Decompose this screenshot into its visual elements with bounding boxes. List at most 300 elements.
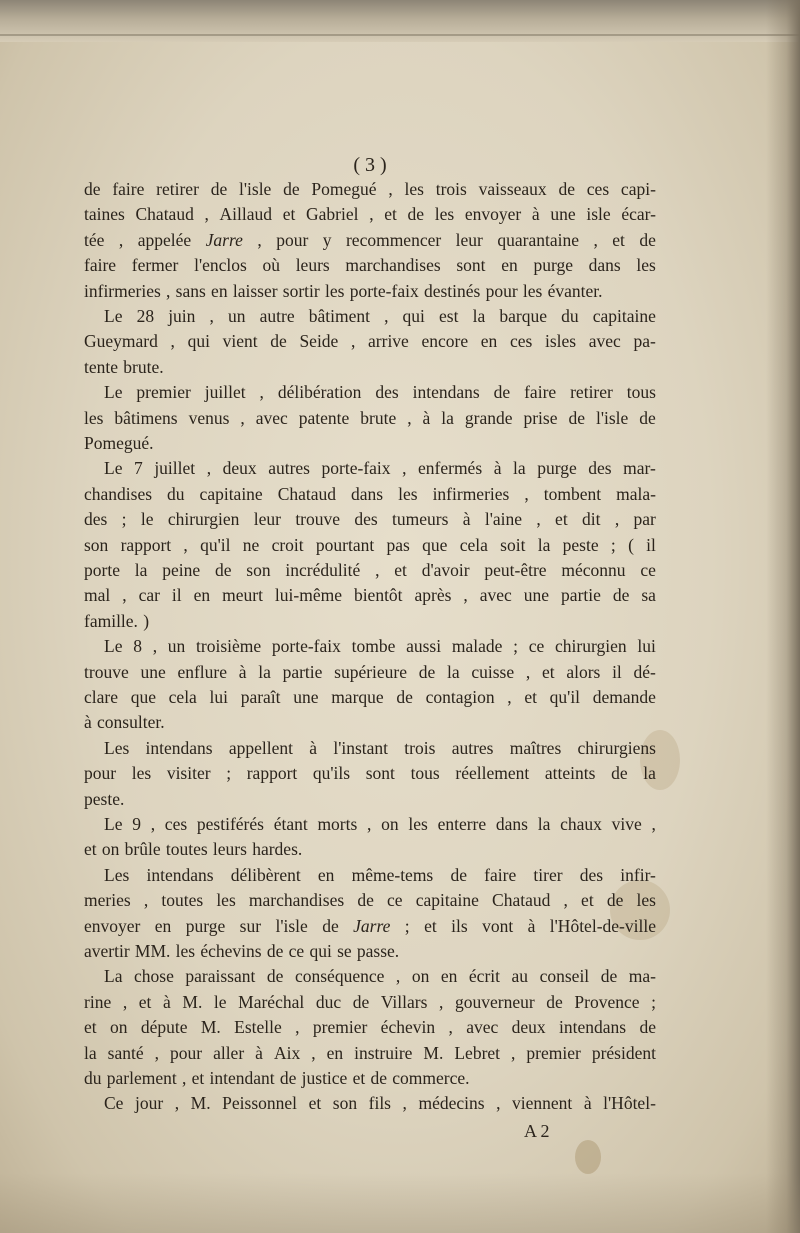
word: brûle [124, 839, 161, 860]
word: et [524, 687, 537, 707]
word: Chataud [277, 483, 337, 504]
word: les [636, 255, 656, 276]
word: sont [365, 763, 395, 784]
word: l'Hôtel-de-ville [549, 915, 656, 936]
word: les [216, 890, 236, 911]
word: que [422, 534, 448, 555]
word: de [606, 890, 624, 911]
word: laisser [232, 280, 278, 301]
word: trouve [295, 509, 341, 530]
word: en [501, 255, 518, 276]
text-line [84, 455, 656, 481]
word: Les [104, 864, 130, 885]
word: son [332, 1093, 358, 1114]
word: premier [136, 382, 191, 403]
word: , [122, 991, 128, 1012]
word: de [450, 864, 467, 885]
word: Gabriel [306, 204, 359, 225]
word: porte-faix [349, 280, 419, 301]
word: ce [528, 636, 545, 657]
word: , [118, 229, 124, 250]
word: morts [317, 814, 358, 834]
word: et [541, 661, 555, 682]
word: tée [84, 229, 105, 250]
word: des [84, 509, 108, 530]
word: mal [84, 585, 111, 606]
word: parlement [106, 1068, 177, 1088]
word: vaisseaux [478, 179, 547, 199]
text-line [84, 938, 656, 964]
word: députe [140, 1017, 188, 1038]
word: La [104, 966, 123, 987]
word: clare [84, 687, 118, 707]
word: de [407, 204, 425, 225]
word: Le [104, 458, 123, 479]
word: , [496, 1093, 501, 1114]
word: instruire [354, 1042, 413, 1063]
word: , [350, 331, 356, 352]
word: à [422, 407, 431, 428]
word: Gueymard [84, 331, 158, 352]
word: avec [479, 585, 512, 606]
page-right-edge [766, 0, 800, 1233]
word: qui [402, 306, 425, 326]
word: intendans [559, 1017, 627, 1038]
word: purge [533, 255, 573, 276]
word: et [282, 204, 296, 225]
word: ; [226, 763, 232, 784]
word: faire [524, 382, 557, 403]
word: ) [143, 610, 150, 631]
word: Chataud [492, 890, 551, 911]
word: faire [112, 179, 145, 199]
text-line [84, 506, 656, 532]
word: pourtant [315, 534, 375, 555]
word: juillet [154, 458, 196, 479]
text-line [84, 684, 656, 710]
word: et [581, 890, 594, 911]
word: retirer [570, 382, 613, 403]
word: étant [273, 814, 308, 834]
word: , [152, 636, 158, 657]
word: patente [298, 407, 350, 428]
word: la [472, 306, 486, 326]
text-line [84, 354, 656, 380]
word: , [448, 1017, 453, 1038]
word: juin [168, 306, 196, 326]
word: ce [288, 941, 305, 961]
word: Le [104, 636, 123, 657]
word: enterre [437, 814, 487, 834]
word: de [266, 966, 284, 987]
word: des [375, 382, 399, 403]
word: vive [611, 814, 642, 834]
word: de [558, 179, 575, 199]
word: leur [253, 509, 281, 530]
word: autres [268, 458, 310, 479]
text-line [84, 227, 656, 253]
word: de [546, 991, 563, 1012]
word: enfermés [418, 458, 483, 479]
word: , [402, 1093, 407, 1114]
word: ma- [628, 966, 656, 987]
word: , [206, 458, 212, 479]
word: , [407, 407, 412, 428]
word: aller [213, 1042, 245, 1063]
word: tente [84, 356, 119, 377]
word: faire [484, 864, 517, 885]
word: infir- [620, 864, 656, 885]
word: de [210, 179, 228, 199]
word: supérieure [334, 661, 408, 682]
word: mar- [623, 458, 656, 479]
word: ( [628, 534, 634, 555]
word: du [167, 483, 185, 504]
word: trouve [84, 661, 129, 682]
text-line [84, 379, 656, 405]
word: chandises [84, 483, 153, 504]
word: les [404, 179, 424, 199]
word: de [352, 991, 370, 1012]
word: jour [135, 1093, 164, 1114]
word: incrédulité [285, 560, 361, 580]
word: un [167, 636, 186, 657]
word: premier [526, 1042, 581, 1063]
word: croit [271, 534, 304, 555]
word: ; [651, 991, 656, 1012]
word: de [266, 941, 284, 961]
word: , [402, 458, 407, 479]
word: visiter [166, 763, 211, 784]
word: dans [351, 483, 384, 504]
word: appellent [228, 737, 294, 758]
text-line [84, 328, 656, 354]
word: Les [104, 737, 130, 758]
word: sa [641, 585, 656, 606]
word: l'enclos [194, 255, 247, 276]
word: purge [185, 915, 226, 936]
word: sont [456, 255, 486, 276]
word: , [439, 991, 444, 1012]
word: et [384, 204, 397, 225]
word: ces [164, 814, 188, 834]
word: peine [162, 560, 201, 580]
word: on [110, 1017, 128, 1038]
text-line [84, 659, 656, 685]
word: le [213, 991, 227, 1012]
word: toutes [165, 839, 208, 860]
word: de [322, 915, 339, 936]
word: par [633, 509, 656, 530]
word: chirurgiens [577, 737, 656, 758]
word: Villars [380, 991, 428, 1012]
word: Jarre [353, 915, 391, 936]
word: Chataud [135, 204, 194, 225]
word: , [511, 1042, 516, 1063]
word: à [163, 991, 171, 1012]
word: , [651, 814, 656, 834]
text-line [84, 176, 656, 202]
word: est [439, 306, 459, 326]
word: de [370, 1068, 387, 1088]
word: et [424, 915, 437, 936]
word: brute. [123, 356, 164, 377]
word: deux [222, 458, 257, 479]
word: et [84, 839, 97, 860]
word: passe. [356, 941, 400, 961]
word: à [255, 1042, 263, 1063]
word: évanter. [547, 280, 603, 301]
word: fils [368, 1093, 391, 1114]
word: deux [511, 1017, 546, 1038]
word: on [381, 814, 399, 834]
word: la [441, 407, 454, 428]
word: autre [259, 306, 295, 326]
word: la [258, 661, 271, 682]
word: Le [104, 814, 123, 834]
text-line [84, 532, 656, 558]
word: conseil [539, 966, 590, 987]
word: paraissant [185, 966, 256, 987]
word: à [583, 1093, 592, 1114]
text-line [84, 303, 656, 329]
word: fermer [131, 255, 179, 276]
word: marchandises [345, 255, 441, 276]
word: pour [276, 229, 309, 250]
word: , [593, 229, 598, 250]
word: , [536, 509, 541, 530]
word: président [591, 1042, 656, 1063]
word: Aix [273, 1042, 301, 1063]
text-line [84, 836, 656, 862]
word: prise [523, 407, 558, 428]
word: du [561, 306, 579, 326]
word: duc [315, 991, 342, 1012]
word: envoyer [84, 915, 141, 936]
word: les [325, 280, 345, 301]
word: partie [282, 661, 323, 682]
word: juillet [204, 382, 246, 403]
word: où [262, 255, 280, 276]
word: soit [500, 534, 526, 555]
word: marchandises [248, 890, 345, 911]
word: lui [209, 687, 228, 707]
word: trois [404, 737, 436, 758]
word: avec [466, 1017, 499, 1038]
text-line [84, 481, 656, 507]
word: à [493, 458, 502, 479]
text-line [84, 887, 656, 913]
word: enflure [177, 661, 227, 682]
word: , [369, 204, 374, 225]
word: grande [464, 407, 513, 428]
word: taines [84, 204, 125, 225]
text-line [84, 430, 656, 456]
word: , [174, 1093, 180, 1114]
word: ils [451, 915, 468, 936]
word: à [531, 204, 540, 225]
word: , [384, 306, 389, 326]
word: sur [239, 915, 262, 936]
word: cuisse [471, 661, 515, 682]
word: que [130, 687, 156, 707]
word: qu'ils [312, 763, 351, 784]
word: la [643, 763, 656, 784]
word: avec [588, 331, 621, 352]
word: chose [134, 966, 174, 987]
word: pour [84, 763, 117, 784]
word: chirurgien [167, 509, 240, 530]
text-line [84, 405, 656, 431]
word: brute [360, 407, 397, 428]
text-line [84, 252, 656, 278]
word: mala- [616, 483, 656, 504]
word: intendans [145, 737, 213, 758]
word: son [84, 534, 109, 555]
word: ne [242, 534, 260, 555]
word: ces [586, 179, 610, 199]
word: en [211, 280, 228, 301]
word: des [354, 509, 378, 530]
word: de [612, 585, 630, 606]
word: le [140, 509, 154, 530]
word: , [170, 331, 175, 352]
word: M. [182, 991, 203, 1012]
word: isles [544, 331, 577, 352]
word: on [101, 839, 120, 860]
word: Maréchal [238, 991, 305, 1012]
word: recommencer [345, 229, 442, 250]
word: de [270, 331, 287, 352]
word: de [639, 1017, 656, 1038]
word: sans [175, 280, 206, 301]
word: l'isle [275, 915, 308, 936]
word: en [154, 915, 172, 936]
word: médecins [418, 1093, 485, 1114]
word: quarantaine [497, 229, 579, 250]
word: qu'il [200, 534, 231, 555]
word: et [191, 1068, 205, 1088]
word: 9 [132, 814, 141, 834]
word: il [646, 534, 656, 555]
word: 28 [136, 306, 155, 326]
text-line [84, 1040, 656, 1066]
word: après [414, 585, 452, 606]
word: les [522, 280, 543, 301]
word: conséquence [294, 966, 385, 987]
text-line [84, 735, 656, 761]
word: de [568, 407, 586, 428]
word: maîtres [509, 737, 562, 758]
word: l'Hôtel- [603, 1093, 656, 1114]
word: les [84, 407, 104, 428]
text-line [84, 1065, 656, 1091]
word: , [463, 585, 468, 606]
word: de [611, 763, 628, 784]
word: justice [301, 1068, 348, 1088]
word: porte-faix [321, 458, 391, 479]
word: gouverneur [454, 991, 535, 1012]
word: une [523, 585, 550, 606]
word: , [181, 1068, 187, 1088]
word: destinés [423, 280, 481, 301]
word: à [238, 661, 247, 682]
word: toutes [161, 890, 204, 911]
word: , [563, 890, 568, 911]
word: de [493, 382, 511, 403]
word: tirer [533, 864, 563, 885]
word: les [131, 763, 152, 784]
word: , [143, 890, 149, 911]
text-line [84, 582, 656, 608]
word: la [513, 458, 526, 479]
word: , [209, 306, 214, 326]
word: du [84, 1068, 102, 1088]
word: la [134, 560, 148, 580]
word: pestiférés [196, 814, 264, 834]
word: tombe [351, 636, 396, 657]
word: et [555, 509, 568, 530]
word: écar- [621, 204, 656, 225]
word: et [352, 1068, 366, 1088]
word: peste. [84, 788, 125, 809]
word: vient [222, 331, 258, 352]
word: isle [586, 204, 611, 225]
word: échevins [200, 941, 262, 961]
word: arrive [368, 331, 409, 352]
word: les [434, 204, 455, 225]
word: intendans [146, 864, 214, 885]
word: dit [582, 509, 601, 530]
word: aussi [406, 636, 442, 657]
word: , [240, 407, 245, 428]
word: l'aine [484, 509, 523, 530]
word: Peissonnel [222, 1093, 298, 1114]
word: de [283, 179, 300, 199]
text-line [84, 760, 656, 786]
word: , [507, 687, 512, 707]
word: l'isle [239, 179, 272, 199]
word: , [295, 1017, 300, 1038]
word: M. [423, 1042, 444, 1063]
word: qu'il [549, 687, 581, 707]
word: bientôt [353, 585, 403, 606]
word: échevin [380, 1017, 436, 1038]
word: , [154, 1042, 159, 1063]
word: Lebret [454, 1042, 501, 1063]
word: une [140, 661, 166, 682]
word: encore [421, 331, 469, 352]
paper-stain [575, 1140, 601, 1174]
word: , [614, 509, 620, 530]
word: vont [482, 915, 514, 936]
word: santé [107, 1042, 144, 1063]
word: leur [455, 229, 483, 250]
text-line [84, 963, 656, 989]
word: de [214, 560, 232, 580]
word: qui [187, 331, 210, 352]
word: , [388, 179, 393, 199]
word: cela [168, 687, 197, 707]
word: rapport [120, 534, 172, 555]
word: marque [331, 687, 384, 707]
word: en [317, 864, 335, 885]
word: sortir [282, 280, 320, 301]
word: alors [566, 661, 601, 682]
word: des [588, 458, 612, 479]
word: , [257, 229, 262, 250]
word: Seide [299, 331, 339, 352]
